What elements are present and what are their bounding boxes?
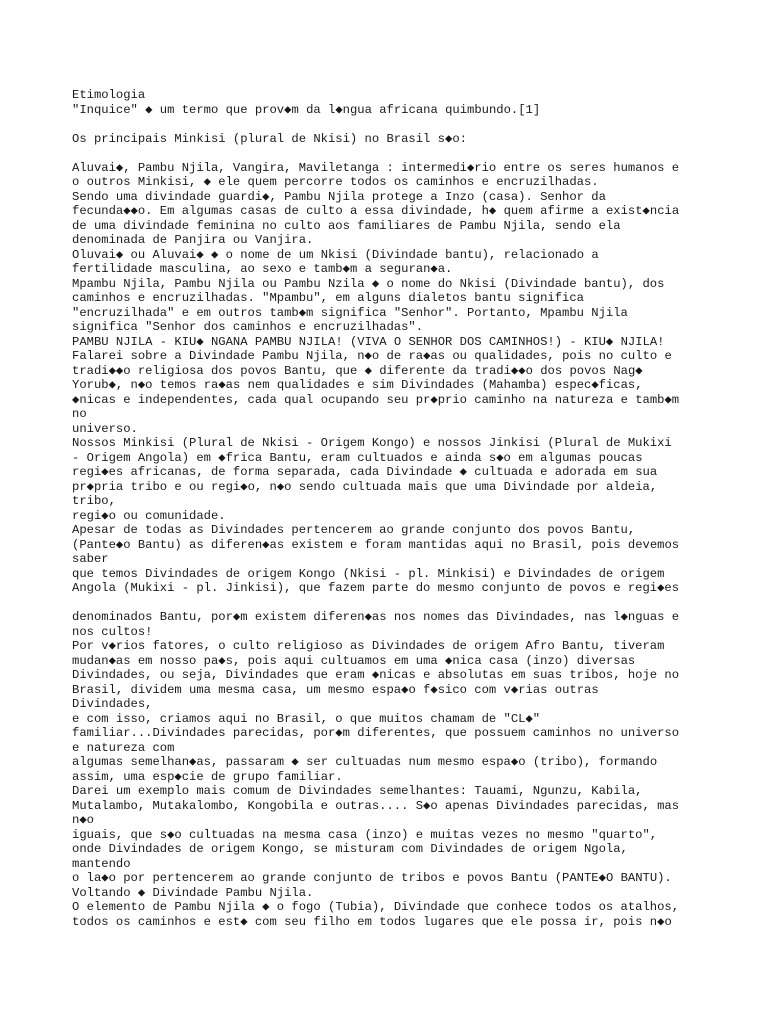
text-line: Brasil, dividem uma mesma casa, um mesmo espa◆o f◆sico com v◆rias outras [72,682,599,697]
text-line: onde Divindades de origem Kongo, se misturam com Divindades de origem Ngola, [72,842,628,856]
text-line: Divindades, ou seja, Divindades que eram ◆nicas e absolutas em suas tribos, hoje no [72,668,680,682]
text-line: pr◆pria tribo e ou regi◆o, n◆o sendo cultuada mais que uma Divindade por aldeia, [72,479,658,494]
text-line: e com isso, criamos aqui no Brasil, o que muitos chamam de "CL◆" [72,711,541,726]
text-line: familiar...Divindades parecidas, por◆m diferentes, que possuem caminhos no universo [72,726,680,740]
text-line: Mutalambo, Mutakalombo, Kongobila e outras.... S◆o apenas Divindades parecidas, mas [72,798,680,813]
text-line: Etimologia [72,88,146,102]
text-line: Angola (Mukixi - pl. Jinkisi), que fazem parte do mesmo conjunto de povos e regi◆es [72,581,680,595]
text-line: universo. [72,421,138,436]
text-line: o la◆o por pertencerem ao grande conjunto de tribos e povos Bantu (PANTE◆O BANTU). [72,871,672,885]
text-line: iguais, que s◆o cultuadas na mesma casa (inzo) e muitas vezes no mesmo "quarto", [72,827,658,842]
text-line: O elemento de Pambu Njila ◆ o fogo (Tubia), Divindade que conhece todos os atalhos, [72,900,680,914]
text-line: "encruzilhada" e em outros tamb◆m significa "Senhor". Portanto, Mpambu Njila [72,305,628,320]
text-line: saber [72,552,109,566]
text-line: e natureza com [72,740,175,755]
text-line: ◆nicas e independentes, cada qual ocupando seu pr◆prio caminho na natureza e tamb◆m [72,392,680,407]
text-line [72,146,712,161]
text-line: Voltando ◆ Divindade Pambu Njila. [72,885,314,900]
text-line: Aluvai◆, Pambu Njila, Vangira, Maviletanga : intermedi◆rio entre os seres humanos e [72,160,680,175]
text-line: nos cultos! [72,624,153,639]
text-line: Por v◆rios fatores, o culto religioso as Divindades de origem Afro Bantu, tiveram [72,639,665,653]
text-line: fecunda◆◆o. Em algumas casas de culto a essa divindade, h◆ quem afirme a exist◆ncia [72,204,680,218]
text-line: Mpambu Njila, Pambu Njila ou Pambu Nzila ◆ o nome do Nkisi (Divindade bantu), dos [72,276,665,291]
text-line: Divindades, [72,697,153,711]
text-line [72,117,712,132]
text-line: assim, uma esp◆cie de grupo familiar. [72,769,343,784]
text-line: Darei um exemplo mais comum de Divindades semelhantes: Tauami, Ngunzu, Kabila, [72,784,643,798]
text-line: algumas semelhan◆as, passaram ◆ ser cultuadas num mesmo espa◆o (tribo), formando [72,755,658,769]
text-line: Yorub◆, n◆o temos ra◆as nem qualidades e sim Divindades (Mahamba) espec◆ficas, [72,378,643,392]
text-line: denominada de Panjira ou Vanjira. [72,233,314,247]
text-line: Apesar de todas as Divindades pertencerem ao grande conjunto dos povos Bantu, [72,523,636,537]
text-line: fertilidade masculina, ao sexo e tamb◆m a seguran◆a. [72,262,453,276]
text-line: "Inquice" ◆ um termo que prov◆m da l◆ngua africana quimbundo.[1] [72,102,541,117]
text-line: significa "Senhor dos caminhos e encruzilhadas". [72,320,424,334]
text-line: no [72,407,87,421]
text-line [72,596,712,611]
text-line: mantendo [72,856,131,871]
text-line: o outros Minkisi, ◆ ele quem percorre todos os caminhos e encruzilhadas. [72,175,599,189]
text-line: todos os caminhos e est◆ com seu filho em todos lugares que ele possa ir, pois n◆o [72,914,672,929]
text-line: que temos Divindades de origem Kongo (Nkisi - pl. Minkisi) e Divindades de origem [72,566,665,581]
text-line: regi◆es africanas, de forma separada, cada Divindade ◆ cultuada e adorada em sua [72,465,658,479]
text-line: tradi◆◆o religiosa dos povos Bantu, que ◆ diferente da tradi◆◆o dos povos Nag◆ [72,363,643,378]
text-line: Os principais Minkisi (plural de Nkisi) no Brasil s◆o: [72,131,467,146]
text-line: caminhos e encruzilhadas. "Mpambu", em alguns dialetos bantu significa [72,291,584,305]
text-line: - Origem Angola) em ◆frica Bantu, eram cultuados e ainda s◆o em algumas poucas [72,450,643,465]
text-line: Nossos Minkisi (Plural de Nkisi - Origem Kongo) e nossos Jinkisi (Plural de Mukixi [72,436,672,450]
text-line: Oluvai◆ ou Aluvai◆ ◆ o nome de um Nkisi (Divindade bantu), relacionado a [72,247,599,262]
document-text [72,88,712,929]
text-line: de uma divindade feminina no culto aos familiares de Pambu Njila, sendo ela [72,218,621,233]
text-line: (Pante◆o Bantu) as diferen◆as existem e foram mantidas aqui no Brasil, pois devemos [72,537,680,552]
text-line: Sendo uma divindade guardi◆, Pambu Njila protege a Inzo (casa). Senhor da [72,189,606,204]
text-line: tribo, [72,494,116,508]
text-line: mudan◆as em nosso pa◆s, pois aqui cultuamos em uma ◆nica casa (inzo) diversas [72,653,636,668]
text-line: regi◆o ou comunidade. [72,508,226,523]
text-line: Falarei sobre a Divindade Pambu Njila, n◆o de ra◆as ou qualidades, pois no culto e [72,349,672,363]
text-line: denominados Bantu, por◆m existem diferen◆as nos nomes das Divindades, nas l◆nguas e [72,610,680,624]
text-line: PAMBU NJILA - KIU◆ NGANA PAMBU NJILA! (VIVA O SENHOR DOS CAMINHOS!) - KIU◆ NJILA! [72,334,665,349]
text-line: n◆o [72,813,94,827]
